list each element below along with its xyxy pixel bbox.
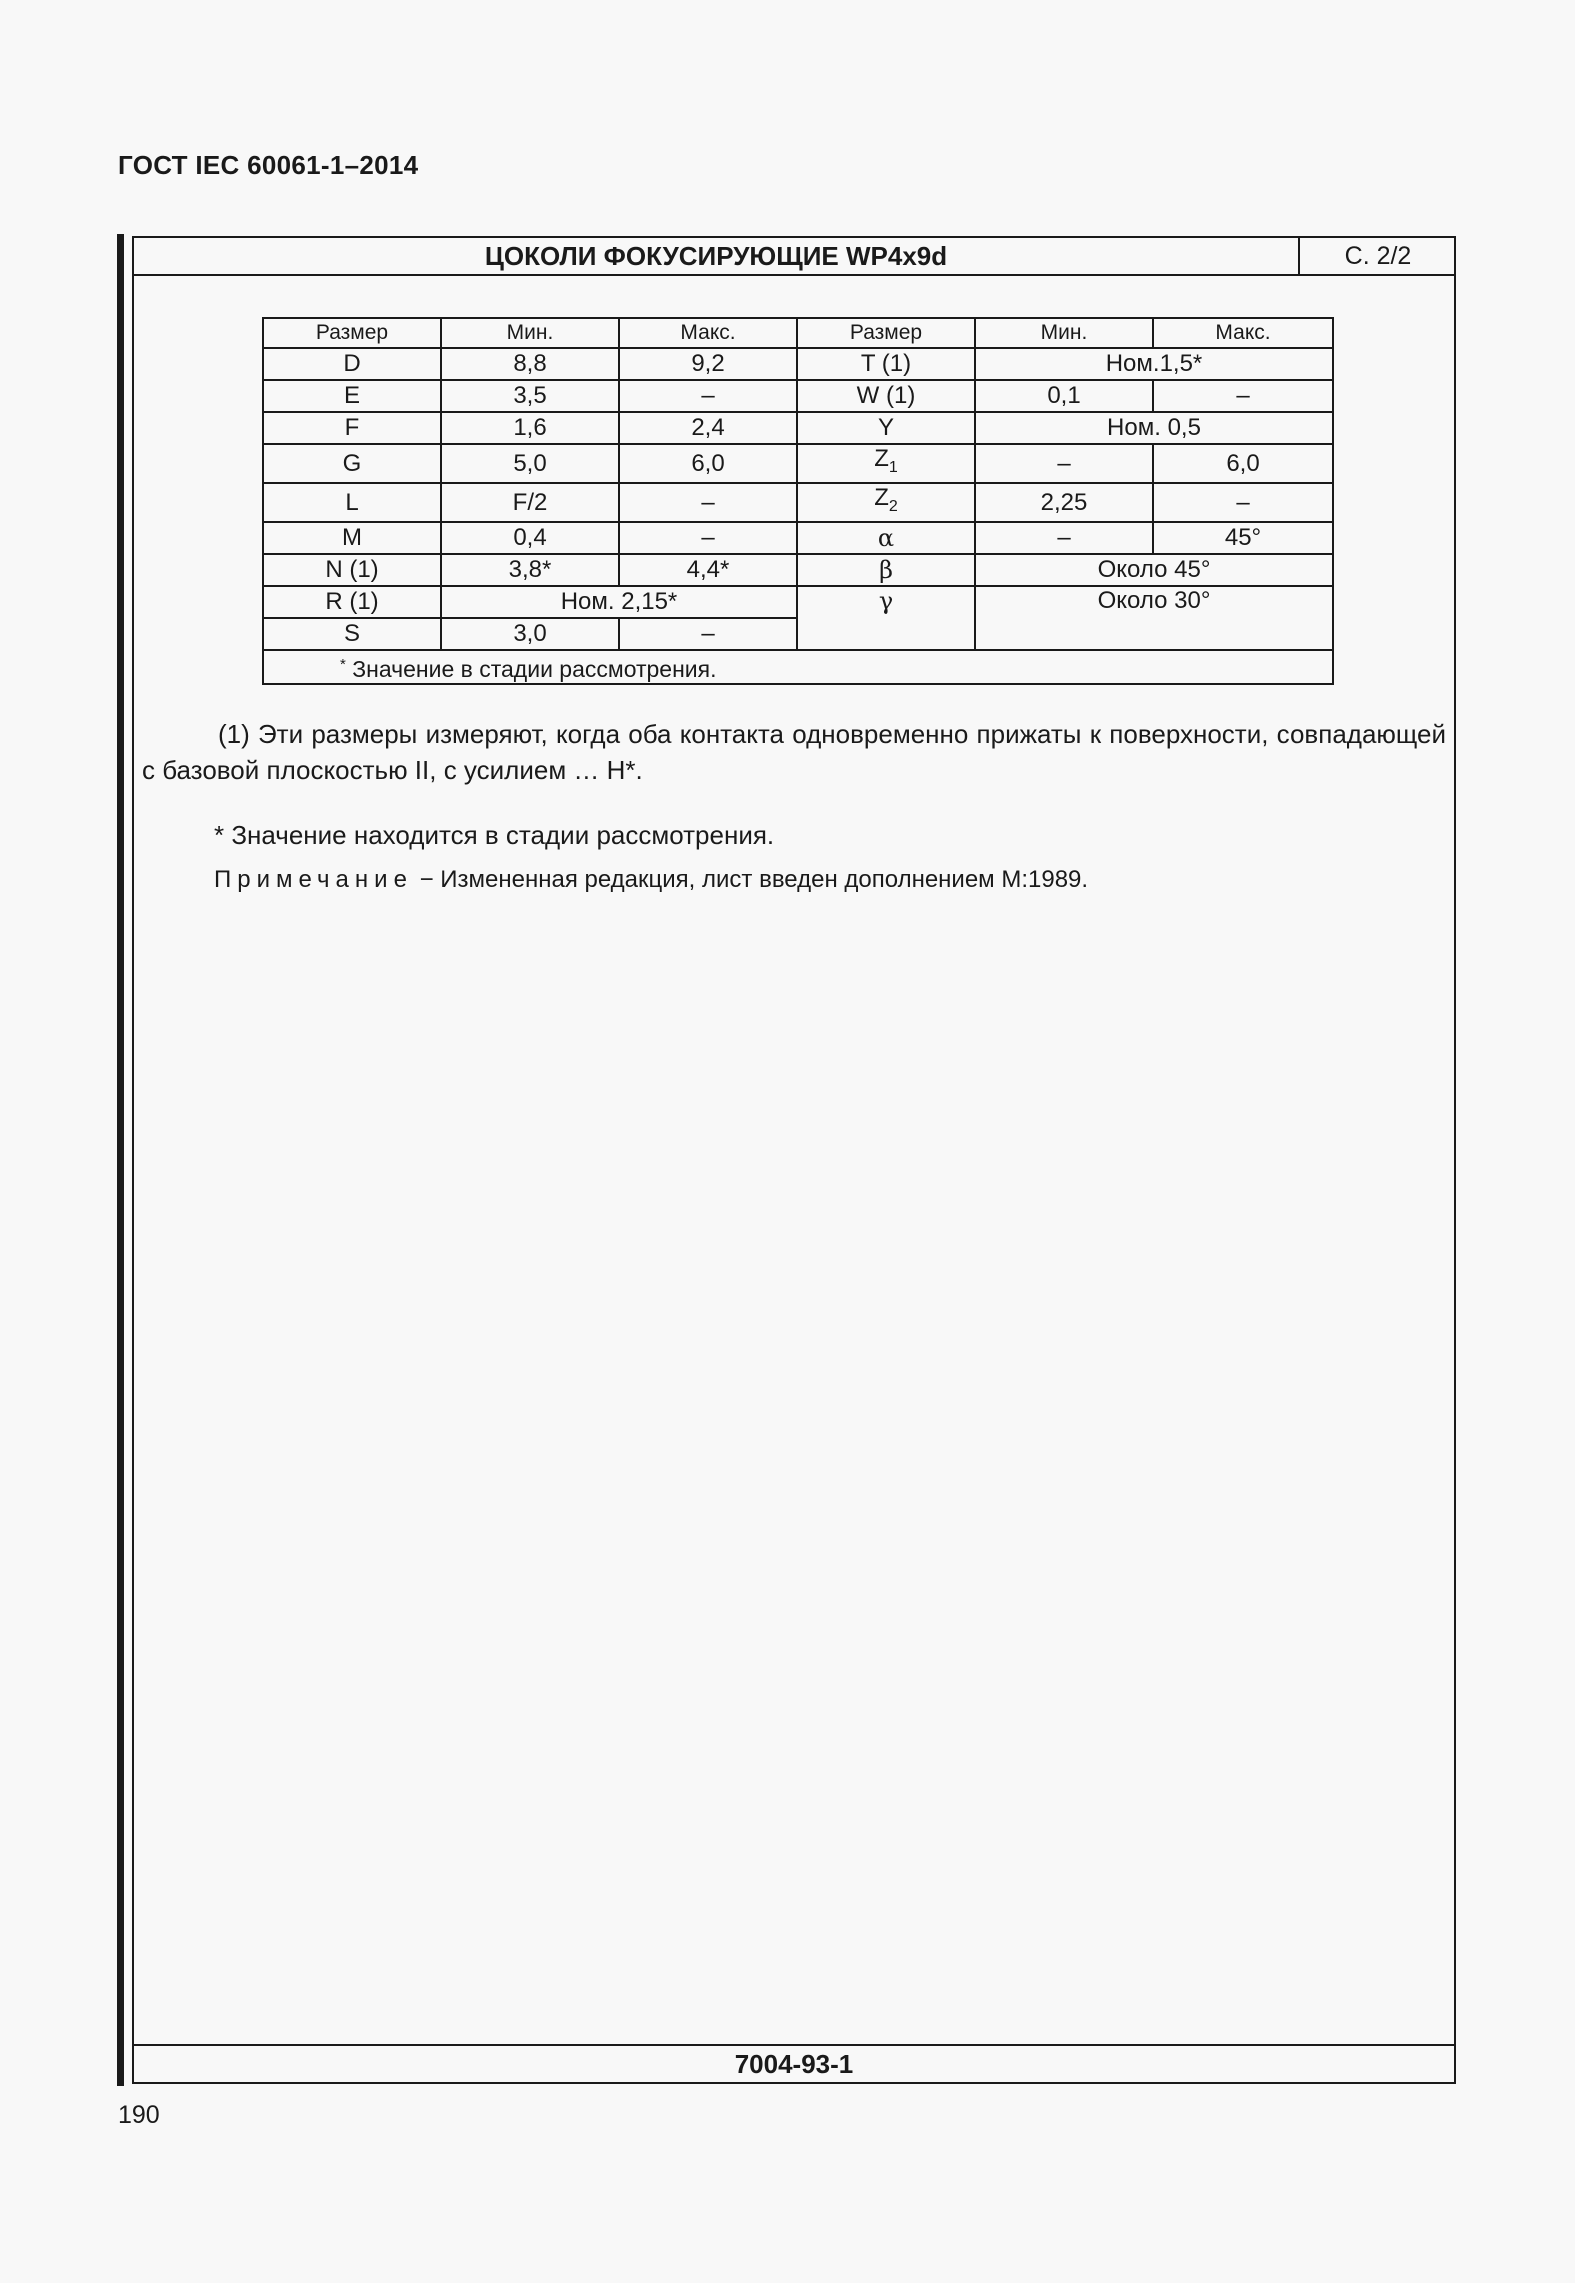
table-footnote-row (263, 650, 1333, 684)
column-header: Размер (263, 318, 441, 348)
symbol-base: Z (874, 484, 889, 511)
table-cell: 3,0 (441, 618, 619, 650)
table-cell: 9,2 (619, 348, 797, 380)
footnote-text: Значение в стадии рассмотрения. (352, 656, 717, 682)
table-cell: W (1) (797, 380, 975, 412)
table-cell: Около 45° (975, 554, 1333, 586)
table-cell: 45° (1153, 522, 1333, 554)
page-number: 190 (118, 2101, 160, 2129)
sheet-title: ЦОКОЛИ ФОКУСИРУЮЩИЕ WP4x9d (484, 241, 948, 271)
table-cell (797, 444, 975, 483)
column-header: Мин. (441, 318, 619, 348)
table-cell: 2,4 (619, 412, 797, 444)
table-row (263, 380, 1333, 412)
table-cell: 3,5 (441, 380, 619, 412)
table-cell: F (263, 412, 441, 444)
column-header: Мин. (975, 318, 1153, 348)
sheet-code: 7004-93-1 (134, 2044, 1454, 2082)
table-cell: 0,1 (975, 380, 1153, 412)
table-cell: γ (797, 586, 975, 650)
table-row (263, 483, 1333, 522)
table-cell: 5,0 (441, 444, 619, 483)
footnote-line: * Значение находится в стадии рассмотрения. (214, 820, 775, 850)
sheet-frame (132, 236, 1456, 2084)
dimensions-table (262, 317, 1334, 685)
table-row (263, 444, 1333, 483)
symbol-subscript: 1 (888, 459, 898, 476)
table-cell: – (619, 618, 797, 650)
table-cell: 0,4 (441, 522, 619, 554)
footnote-mark: * (340, 656, 346, 673)
table-cell: T (1) (797, 348, 975, 380)
table-cell: L (263, 483, 441, 522)
column-header: Макс. (1153, 318, 1333, 348)
table-cell: – (975, 522, 1153, 554)
table-row (263, 554, 1333, 586)
sheet-title-row (134, 238, 1454, 276)
table-cell: 4,4* (619, 554, 797, 586)
table-cell: Около 30° (975, 586, 1333, 650)
column-header: Макс. (619, 318, 797, 348)
table-cell: α (797, 522, 975, 554)
binding-bar (117, 234, 124, 2086)
table-cell: – (619, 483, 797, 522)
table-cell: β (797, 554, 975, 586)
table-cell: G (263, 444, 441, 483)
note-label: Примечание (214, 866, 413, 893)
table-cell: 8,8 (441, 348, 619, 380)
note-line (214, 866, 1088, 894)
table-cell: R (1) (263, 586, 441, 618)
table-row (263, 348, 1333, 380)
table-row (263, 586, 1333, 618)
table-cell: – (1153, 380, 1333, 412)
table-cell: 6,0 (1153, 444, 1333, 483)
table-cell: – (619, 380, 797, 412)
table-cell: Ном. 0,5 (975, 412, 1333, 444)
table-footnote (263, 650, 1333, 684)
symbol-subscript: 2 (888, 498, 898, 515)
table-cell: E (263, 380, 441, 412)
table-cell: 6,0 (619, 444, 797, 483)
table-cell: 2,25 (975, 483, 1153, 522)
table-cell: 1,6 (441, 412, 619, 444)
table-cell: N (1) (263, 554, 441, 586)
symbol-base: Z (874, 445, 889, 472)
sheet-page-indicator: С. 2/2 (1298, 238, 1456, 274)
table-row (263, 522, 1333, 554)
table-header-row (263, 318, 1333, 348)
table-row (263, 412, 1333, 444)
table-cell: Ном. 2,15* (441, 586, 797, 618)
table-cell: F/2 (441, 483, 619, 522)
table-cell: M (263, 522, 441, 554)
explanation-paragraph: (1) Эти размеры измеряют, когда оба контакта одновременно прижаты к поверхности, совпадающей с базовой плоскостью II, с усилием … Н*. (142, 719, 1446, 785)
table-cell: 3,8* (441, 554, 619, 586)
table-cell: – (619, 522, 797, 554)
table-cell: – (1153, 483, 1333, 522)
table-cell: Y (797, 412, 975, 444)
column-header: Размер (797, 318, 975, 348)
table-cell (797, 483, 975, 522)
table-cell: D (263, 348, 441, 380)
table-cell: – (975, 444, 1153, 483)
note-text: − Измененная редакция, лист введен дополнением М:1989. (412, 866, 1089, 893)
document-header: ГОСТ IEC 60061-1–2014 (118, 150, 419, 180)
table-cell: S (263, 618, 441, 650)
table-cell: Ном.1,5* (975, 348, 1333, 380)
